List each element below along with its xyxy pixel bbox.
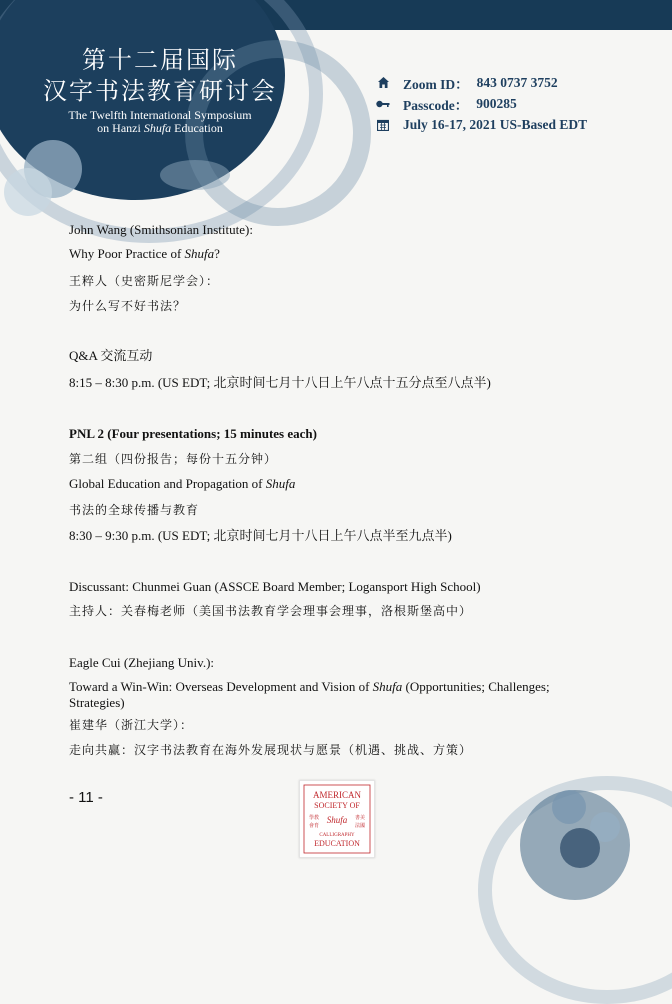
talk1-title-cn: 为什么写不好书法？ xyxy=(69,299,187,313)
title-en-line1: The Twelfth International Symposium xyxy=(68,108,252,122)
assce-logo xyxy=(299,780,375,858)
svg-text:會育: 會育 xyxy=(308,823,320,829)
svg-text:Shufa: Shufa xyxy=(326,815,348,825)
speaker2-name-cn: 崔建华（浙江大学）： xyxy=(69,718,194,732)
date-row xyxy=(376,114,587,135)
zoom-id-value: 843 0737 3752 xyxy=(476,74,558,90)
panel2-theme-cn: 书法的全球传播与教育 xyxy=(69,503,200,517)
talk1-title: Why Poor Practice of Shufa? xyxy=(69,246,220,261)
svg-text:書美: 書美 xyxy=(354,815,366,821)
svg-text:學教: 學教 xyxy=(308,815,320,821)
panel2-time: 8:30 – 9:30 p.m. (US EDT; 北京时间七月十八日上午八点半至九点半) xyxy=(69,528,452,543)
talk2-title: Toward a Win-Win: Overseas Development and Vision of Shufa (Opportunities; Challenges; Strategies) xyxy=(69,679,550,710)
qa-heading: Q&A 交流互动 xyxy=(69,348,153,363)
passcode-row: Passcode： 900285 xyxy=(376,93,587,114)
svg-text:CALLIGRAPHY: CALLIGRAPHY xyxy=(319,833,355,838)
key-icon xyxy=(376,97,390,111)
talk2-title-cn: 走向共赢：汉字书法教育在海外发展现状与愿景（机遇、挑战、方策） xyxy=(69,743,473,757)
svg-text:EDUCATION: EDUCATION xyxy=(314,839,360,848)
calendar-icon xyxy=(376,118,390,132)
title-cn-line1: 第十二届国际 xyxy=(82,46,238,74)
discussant-cn: 主持人：关春梅老师（美国书法教育学会理事会理事，洛根斯堡高中） xyxy=(69,604,473,618)
title-en-line2: on Hanzi Shufa Education xyxy=(97,121,223,135)
speaker2-name: Eagle Cui (Zhejiang Univ.): xyxy=(69,655,215,670)
home-icon xyxy=(376,76,390,90)
date-value: July 16-17, 2021 US-Based EDT xyxy=(403,116,588,132)
qa-time: 8:15 – 8:30 p.m. (US EDT; 北京时间七月十八日上午八点十五分点至八点半) xyxy=(69,375,491,390)
svg-text:法國: 法國 xyxy=(354,823,366,829)
zoom-id-row: Zoom ID： 843 0737 3752 xyxy=(376,72,587,93)
title-cn-line2: 汉字书法教育研讨会 xyxy=(43,77,277,105)
panel2-title: PNL 2 (Four presentations; 15 minutes each) xyxy=(69,426,317,441)
passcode-value: 900285 xyxy=(476,95,517,111)
panel2-title-cn: 第二组（四份报告；每份十五分钟） xyxy=(69,452,278,466)
discussant: Discussant: Chunmei Guan (ASSCE Board Member; Logansport High School) xyxy=(69,579,481,594)
meeting-info xyxy=(376,72,587,135)
page-number: - 11 - xyxy=(69,789,103,806)
speaker1-name-cn: 王粹人（史密斯尼学会）： xyxy=(69,274,220,288)
svg-text:AMERICAN: AMERICAN xyxy=(312,790,362,800)
svg-text:SOCIETY OF: SOCIETY OF xyxy=(314,801,360,810)
speaker1-name: John Wang (Smithsonian Institute): xyxy=(69,222,253,237)
panel2-theme: Global Education and Propagation of Shufa xyxy=(69,476,296,491)
